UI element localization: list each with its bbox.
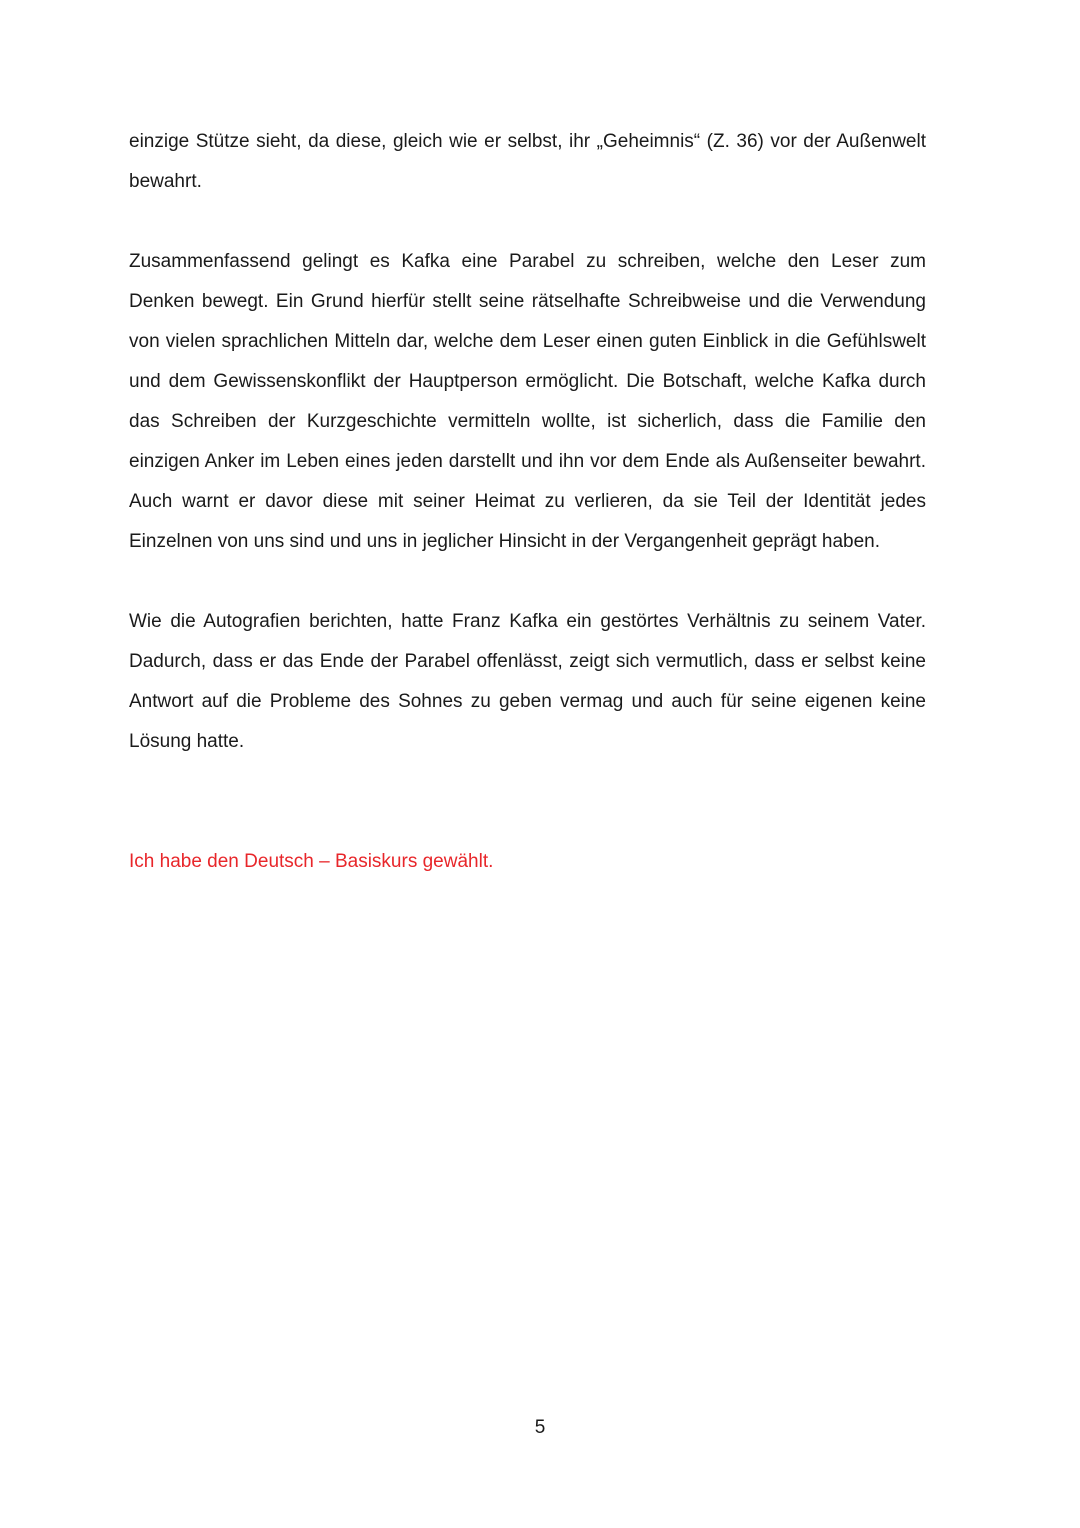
course-note: Ich habe den Deutsch – Basiskurs gewählt. [129, 851, 494, 872]
page-content [129, 122, 926, 882]
page-number: 5 [534, 1417, 546, 1438]
paragraph-continuation: einzige Stütze sieht, da diese, gleich wie er selbst, ihr „Geheimnis“ (Z. 36) vor der Außenwelt bewahrt. [129, 131, 926, 192]
paragraph-author-context: Wie die Autografien berichten, hatte Franz Kafka ein gestörtes Verhältnis zu seinem Vater. Dadurch, dass er das Ende der Parabel offenlässt, zeigt sich vermutlich, dass er selbst keine Antwort auf die Probleme des Sohnes zu geben vermag und auch für seine eigenen keine Lösung hatte. [129, 611, 926, 752]
paragraph-summary: Zusammenfassend gelingt es Kafka eine Parabel zu schreiben, welche den Leser zum Denken bewegt. Ein Grund hierfür stellt seine rätselhafte Schreibweise und die Verwendung von vielen sprachlichen Mitteln dar, welche dem Leser einen guten Einblick in die Gefühlswelt und dem Gewissenskonflikt der Hauptperson ermöglicht. Die Botschaft, welche Kafka durch das Schreiben der Kurzgeschichte vermitteln wollte, ist sicherlich, dass die Familie den einzigen Anker im Leben eines jeden darstellt und ihn vor dem Ende als Außenseiter bewahrt. Auch warnt er davor diese mit seiner Heimat zu verlieren, da sie Teil der Identität jedes Einzelnen von uns sind und uns in jeglicher Hinsicht in der Vergangenheit geprägt haben. [129, 251, 926, 552]
